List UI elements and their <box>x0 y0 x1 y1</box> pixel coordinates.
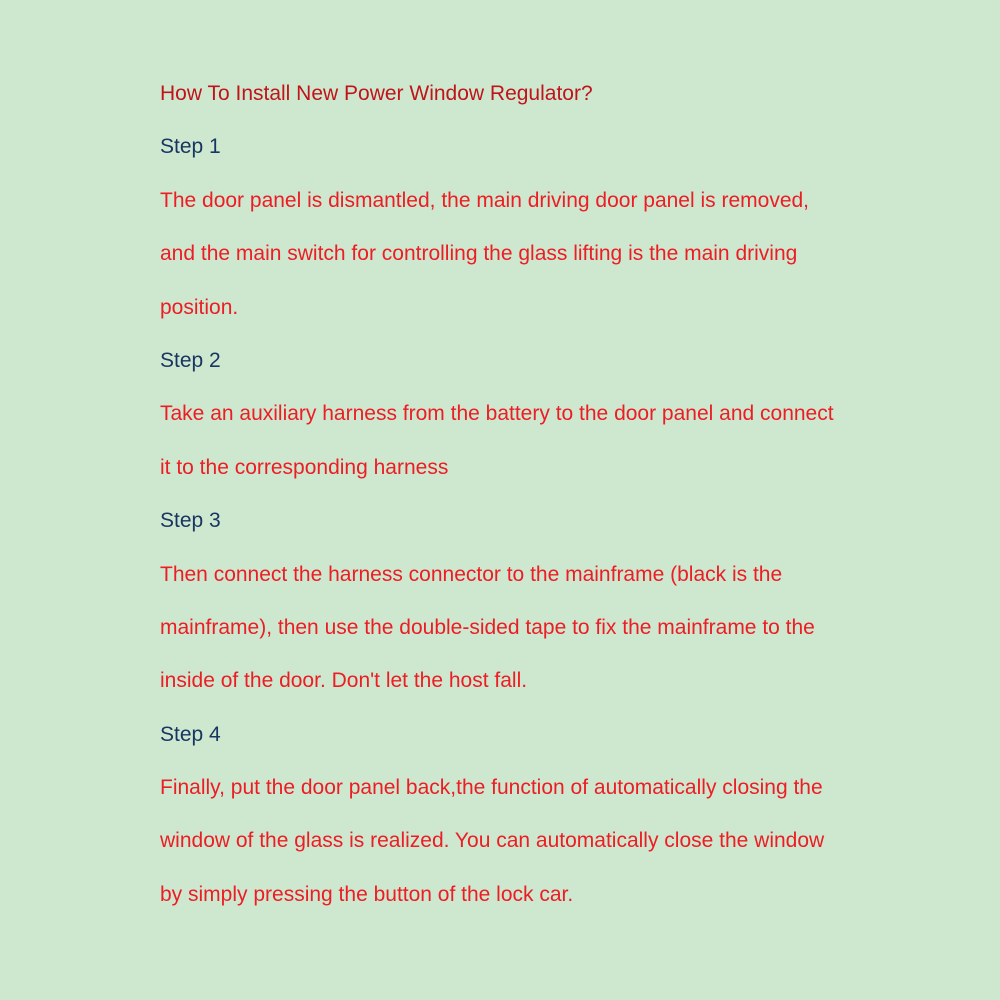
step-4-heading: Step 4 <box>160 722 221 746</box>
document-title: How To Install New Power Window Regulator? <box>160 82 593 105</box>
step-4-text-line: by simply pressing the button of the lock car. <box>160 882 574 906</box>
step-1-text-line: The door panel is dismantled, the main driving door panel is removed, <box>160 188 810 212</box>
step-3-text-line: mainframe), then use the double-sided tape to fix the mainframe to the <box>160 615 815 639</box>
document-content <box>160 67 920 921</box>
step-2-heading: Step 2 <box>160 348 221 372</box>
step-1-text-line: and the main switch for controlling the glass lifting is the main driving <box>160 242 798 266</box>
step-3-text-line: inside of the door. Don't let the host fall. <box>160 669 528 693</box>
step-1-heading: Step 1 <box>160 135 221 159</box>
step-2-text-line: it to the corresponding harness <box>160 455 449 479</box>
step-4-text-line: Finally, put the door panel back,the function of automatically closing the <box>160 776 823 800</box>
step-2-text-line: Take an auxiliary harness from the battery to the door panel and connect <box>160 402 834 426</box>
step-3-heading: Step 3 <box>160 509 221 533</box>
step-4-text-line: window of the glass is realized. You can automatically close the window <box>160 829 825 853</box>
step-3-text-line: Then connect the harness connector to the mainframe (black is the <box>160 562 783 586</box>
step-1-text-line: position. <box>160 295 239 319</box>
